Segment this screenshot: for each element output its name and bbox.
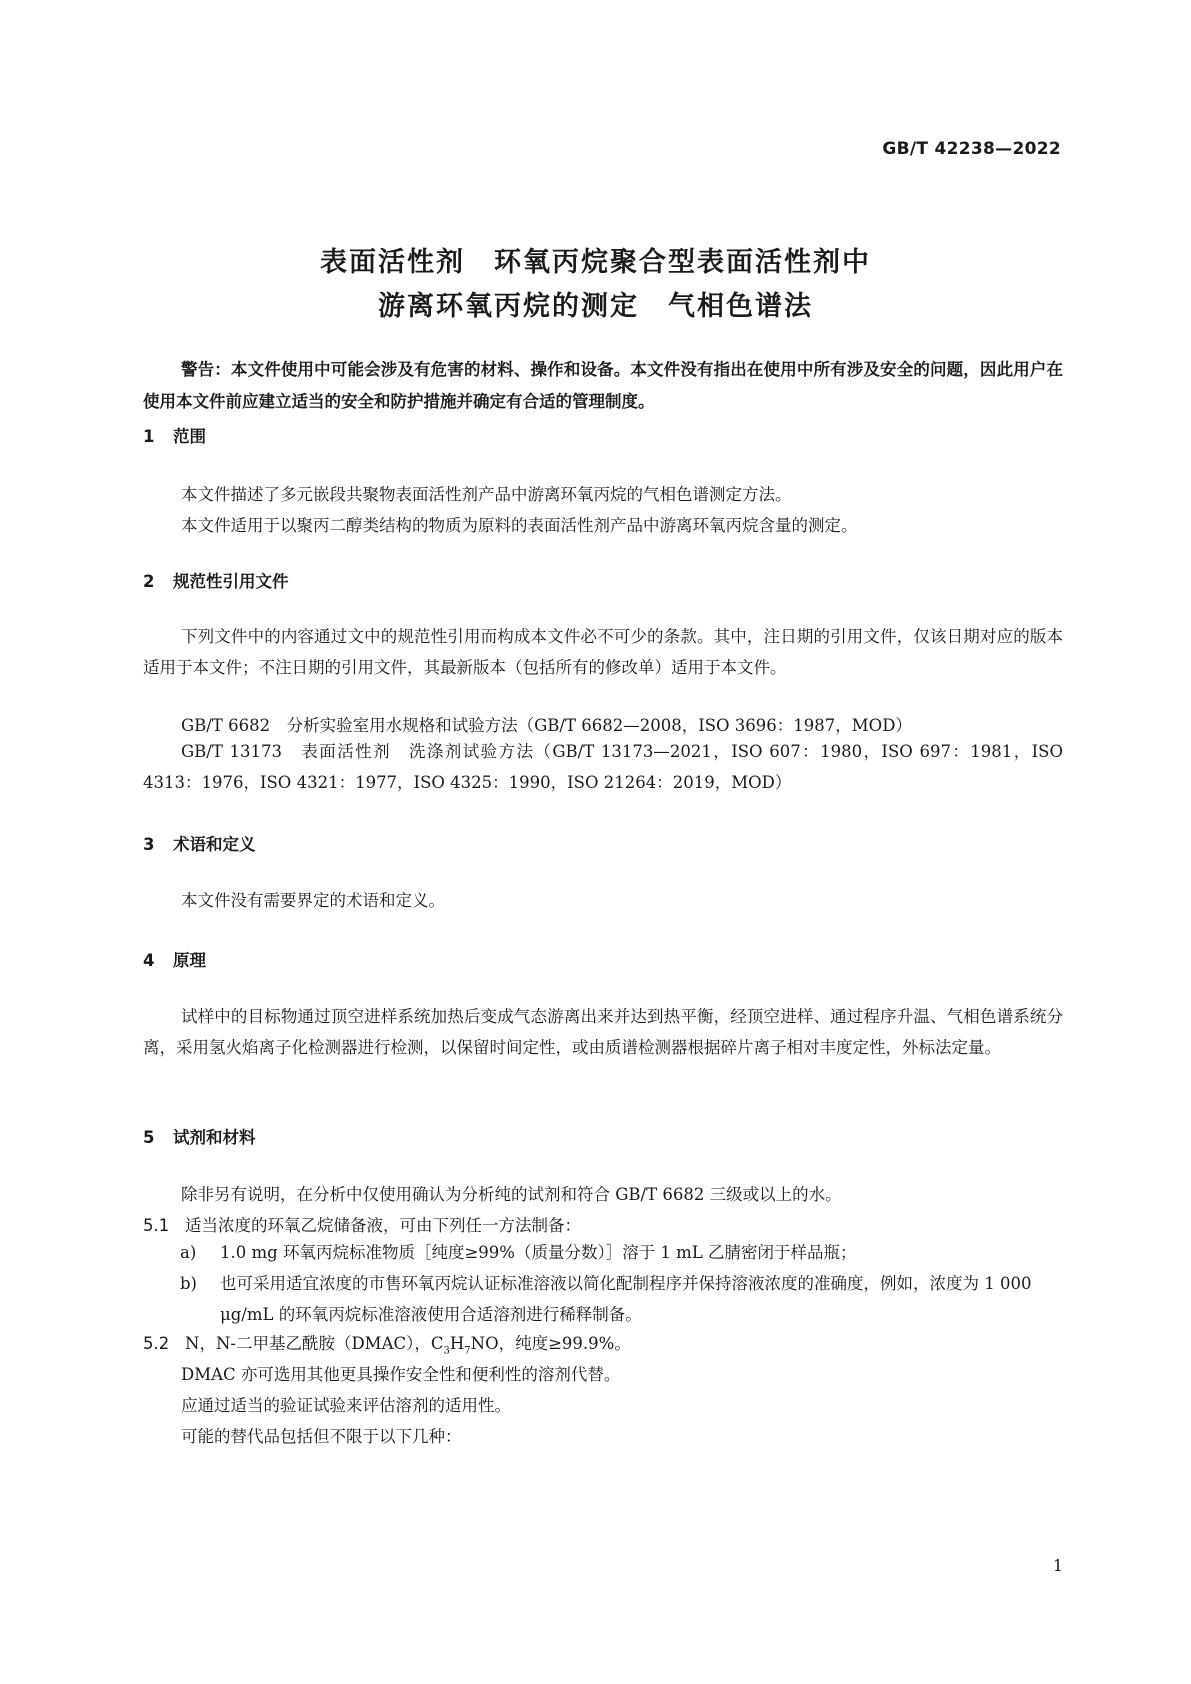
section-1-paragraph-2: 本文件适用于以聚丙二醇类结构的物质为原料的表面活性剂产品中游离环氧丙烷含量的测定。 (181, 516, 858, 535)
note-line-2: 应通过适当的验证试验来评估溶剂的适用性。 (181, 1396, 511, 1415)
section-4-heading (143, 947, 206, 971)
formula-prefix: N，N-二甲基乙酰胺（DMAC），C (185, 1334, 444, 1353)
document-title-line2: 游离环氧丙烷的测定 气相色谱法 (378, 291, 813, 322)
standard-code: GB/T 42238—2022 (882, 139, 1061, 159)
formula-subscript: 3 (443, 1345, 450, 1357)
section-number: 4 (143, 951, 155, 970)
list-text: 1.0 mg 环氧丙烷标准物质［纯度≥99%（质量分数）］溶于 1 mL 乙腈密闭于样品瓶； (220, 1243, 857, 1262)
section-number: 1 (143, 427, 155, 446)
list-label: a) (180, 1243, 197, 1262)
section-2-paragraph-1: 下列文件中的内容通过文中的规范性引用而构成本文件必不可少的条款。其中，注日期的引用文件，仅该日期对应的版本适用于本文件；不注日期的引用文件，其最新版本（包括所有的修改单）适用于本文件。 (143, 627, 1063, 677)
clause-5-1 (143, 1212, 581, 1236)
section-3-paragraph-1: 本文件没有需要界定的术语和定义。 (181, 891, 445, 910)
section-2-heading (143, 568, 289, 592)
section-number: 5 (143, 1128, 155, 1147)
reference-gbt-13173: GB/T 13173 表面活性剂 洗涤剂试验方法（GB/T 13173—2021，ISO 607：1980，ISO 697：1981，ISO 4313：1976，ISO 4321：1977，ISO 4325：1990，ISO 21264：2019，MOD） (143, 742, 1063, 792)
formula-suffix: NO，纯度≥99.9%。 (470, 1334, 631, 1353)
section-title: 范围 (173, 427, 206, 446)
section-4-paragraph-1: 试样中的目标物通过顶空进样系统加热后变成气态游离出来并达到热平衡，经顶空进样、通过程序升温、气相色谱系统分离，采用氢火焰离子化检测器进行检测，以保留时间定性，或由质谱检测器根据碎片离子相对丰度定性，外标法定量。 (143, 1007, 1063, 1057)
clause-text (185, 1334, 631, 1357)
section-number: 2 (143, 572, 155, 591)
section-title: 术语和定义 (173, 835, 256, 854)
section-1-paragraph-1: 本文件描述了多元嵌段共聚物表面活性剂产品中游离环氧丙烷的气相色谱测定方法。 (181, 485, 792, 504)
page-number: 1 (1052, 1556, 1063, 1575)
section-5-heading (143, 1124, 256, 1148)
formula-subscript: 7 (464, 1345, 471, 1357)
list-item-b (180, 1268, 1063, 1330)
clause-number: 5.2 (143, 1334, 170, 1353)
section-5-paragraph-1: 除非另有说明，在分析中仅使用确认为分析纯的试剂和符合 GB/T 6682 三级或以上的水。 (181, 1185, 842, 1204)
section-3-heading (143, 831, 256, 855)
clause-number: 5.1 (143, 1216, 170, 1235)
note-line-3: 可能的替代品包括但不限于以下几种： (181, 1427, 462, 1446)
list-item-a (180, 1237, 1063, 1268)
formula-part: H (449, 1334, 465, 1353)
section-title: 试剂和材料 (173, 1128, 256, 1147)
list-text: 也可采用适宜浓度的市售环氧丙烷认证标准溶液以简化配制程序并保持溶液浓度的准确度，例如，浓度为 1 000 μg/mL 的环氧丙烷标准溶液使用合适溶剂进行稀释制备。 (220, 1274, 1032, 1324)
section-number: 3 (143, 835, 155, 854)
clause-5-2 (143, 1330, 631, 1356)
section-title: 原理 (173, 951, 206, 970)
note-line-1: DMAC 亦可选用其他更具操作安全性和便利性的溶剂代替。 (181, 1365, 621, 1384)
section-1-heading (143, 423, 206, 447)
warning-paragraph: 警告：本文件使用中可能会涉及有危害的材料、操作和设备。本文件没有指出在使用中所有涉及安全的问题，因此用户在使用本文件前应建立适当的安全和防护措施并确定有合适的管理制度。 (143, 360, 1063, 411)
section-title: 规范性引用文件 (173, 572, 289, 591)
reference-gbt-6682: GB/T 6682 分析实验室用水规格和试验方法（GB/T 6682—2008，ISO 3696：1987，MOD） (181, 716, 912, 735)
document-title-line1: 表面活性剂 环氧丙烷聚合型表面活性剂中 (320, 247, 871, 278)
clause-text: 适当浓度的环氧乙烷储备液，可由下列任一方法制备： (185, 1216, 581, 1235)
list-label: b) (180, 1274, 197, 1293)
